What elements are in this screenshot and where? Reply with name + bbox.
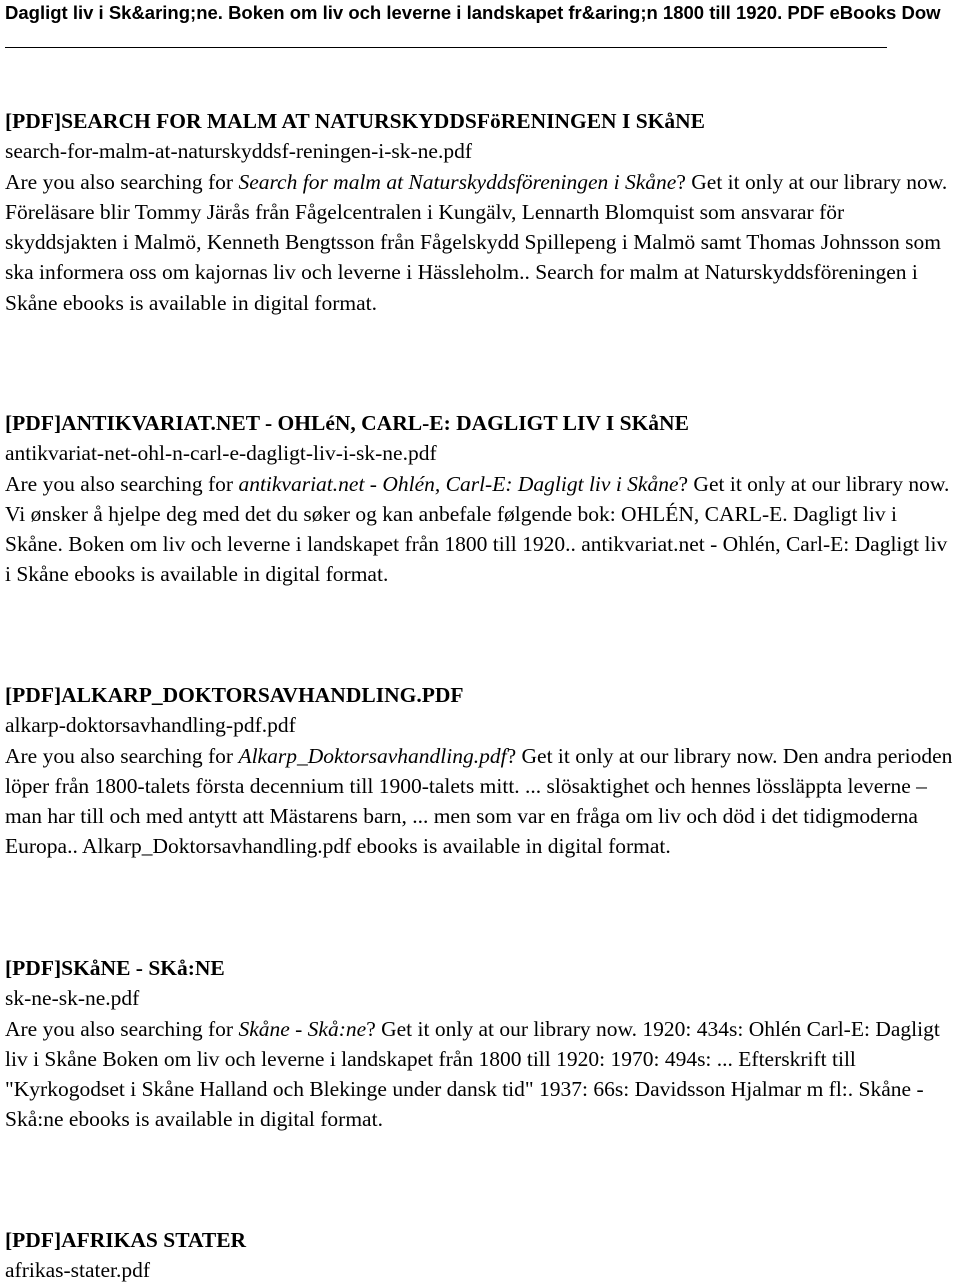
- description-text: ? Get it only at our library now. 1920: 434s: Ohlén Carl-E: Dagligt liv i Skåne Boken om liv och leverne i landskapet från 1800 till 1920: 1970: 494s: ... Efterskrift till "Kyrkogodset i Skåne Halland och Blekinge under dansk tid" 1937: 66s: Davidsson Hjalmar m fl:. Skåne - Skå:ne ebooks is available in digital format.: [5, 1016, 940, 1132]
- result-filename[interactable]: antikvariat-net-ohl-n-carl-e-dagligt-liv-i-sk-ne.pdf: [5, 441, 437, 466]
- result-filename[interactable]: search-for-malm-at-naturskyddsf-reningen-i-sk-ne.pdf: [5, 139, 473, 164]
- result-entry: [5, 953, 957, 1135]
- result-entry: [5, 106, 957, 318]
- description-lead: Are you also searching for: [5, 471, 239, 496]
- result-title[interactable]: [PDF]SEARCH FOR MALM AT NATURSKYDDSFöRENINGEN I SKåNE: [5, 109, 705, 133]
- search-query: antikvariat.net - Ohlén, Carl-E: Dagligt liv i Skåne: [238, 471, 679, 496]
- search-query: Search for malm at Naturskyddsföreningen i Skåne: [238, 169, 677, 194]
- result-filename[interactable]: alkarp-doktorsavhandling-pdf.pdf: [5, 713, 296, 738]
- result-description: [5, 741, 957, 862]
- description-lead: Are you also searching for: [5, 169, 239, 194]
- page-header: Dagligt liv i Sk&aring;ne. Boken om liv och leverne i landskapet fr&aring;n 1800 till 1920. PDF eBooks Dow: [5, 2, 941, 23]
- description-text: ? Get it only at our library now. Föreläsare blir Tommy Järås från Fågelcentralen i Kungälv, Lennarth Blomquist som ansvarar för skyddsjakten i Malmö, Kenneth Bengtsson från Fågelskydd Spillepeng i Malmö samt Thomas Johnsson som ska informera oss om kajornas liv och leverne i Hässleholm.. Search for malm at Naturskyddsföreningen i Skåne ebooks is available in digital format.: [5, 169, 948, 315]
- search-query: Skåne - Skå:ne: [238, 1016, 367, 1041]
- result-title[interactable]: [PDF]SKåNE - SKå:NE: [5, 956, 225, 980]
- header-divider: [5, 47, 887, 48]
- result-filename[interactable]: afrikas-stater.pdf: [5, 1258, 151, 1283]
- result-title[interactable]: [PDF]ALKARP_DOKTORSAVHANDLING.PDF: [5, 683, 464, 707]
- result-filename[interactable]: sk-ne-sk-ne.pdf: [5, 986, 140, 1011]
- result-description: [5, 1014, 957, 1135]
- result-entry: [5, 680, 957, 862]
- result-entry: [5, 1225, 957, 1286]
- result-entry: [5, 408, 957, 590]
- description-lead: Are you also searching for: [5, 743, 239, 768]
- description-lead: Are you also searching for: [5, 1016, 239, 1041]
- result-description: [5, 469, 957, 590]
- description-text: ? Get it only at our library now. Vi ønsker å hjelpe deg med det du søker og kan anbefale følgende bok: OHLÉN, CARL-E. Dagligt liv i Skåne. Boken om liv och leverne i landskapet från 1800 till 1920.. antikvariat.net - Ohlén, Carl-E: Dagligt liv i Skåne ebooks is available in digital format.: [5, 471, 950, 587]
- result-title[interactable]: [PDF]AFRIKAS STATER: [5, 1228, 247, 1252]
- result-description: [5, 167, 957, 318]
- result-title[interactable]: [PDF]ANTIKVARIAT.NET - OHLéN, CARL-E: DAGLIGT LIV I SKåNE: [5, 411, 689, 435]
- search-query: Alkarp_Doktorsavhandling.pdf: [238, 743, 507, 768]
- description-text: ? Get it only at our library now. Den andra perioden löper från 1800-talets första decennium till 1900-talets mitt. ... slösaktighet och hennes lössläppta leverne – man har till och med antytt att Mästarens barn, ... men som var en fråga om liv och död i det tidigmoderna Europa.. Alkarp_Doktorsavhandling.pdf ebooks is available in digital format.: [5, 743, 953, 859]
